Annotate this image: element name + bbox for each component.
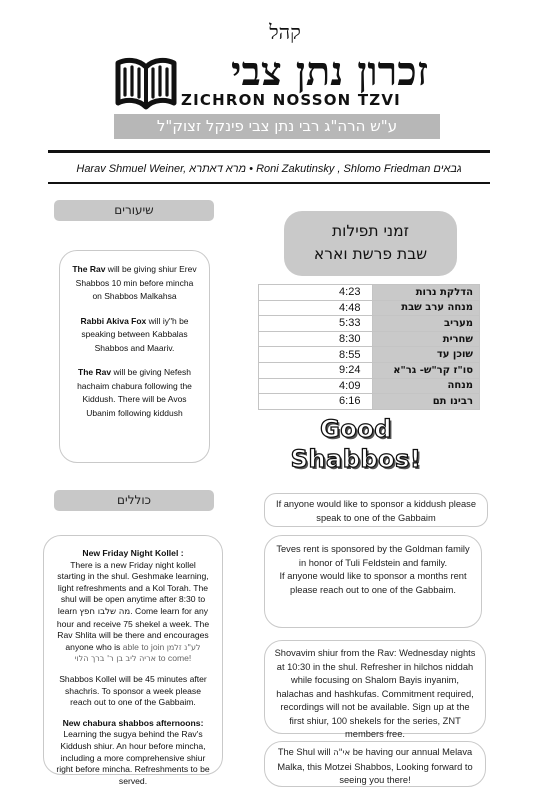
zmanim-table [258,284,480,410]
zmanim-title-line1: זמני תפילות [331,222,410,240]
officials-line: Harav Shmuel Weiner, מרא דאתרא • Roni Zakutinsky , Shlomo Friedman גבאים [76,163,462,175]
zman-time: 4:23 [259,285,373,301]
zman-time: 8:30 [259,331,373,347]
zman-name: שחרית [373,331,480,347]
header-divider-top [48,150,490,153]
kollelim-header: כוללים [54,490,214,511]
open-book-logo-icon [114,55,178,111]
kollelim-box [43,535,223,786]
table-row [259,331,480,347]
congregation-title-hebrew: זכרון נתן צבי [231,48,428,95]
zman-time: 4:09 [259,378,373,394]
congregation-title-english: ZICHRON NOSSON TZVI [181,91,401,109]
friday-dedication: לע"נ זלמן אריה ליב בן ר' ברך הלוי [74,642,201,664]
zman-name: מעריב [373,316,480,332]
friday-kollel-text: There is a new Friday night kollel starting in the shul. Geshmake learning, light refreshments and a Kol Torah. The shul will be open anytime after 8:30 to learn מה שלבו חפץ. Come learn for any hour and receive 75 shekel a week. The Rav Shlita will be there and encourages anyone who is able to join לע"נ זלמן אריה ליב בן ר' ברך הלוי to come! [56,559,210,664]
zman-time: 5:33 [259,316,373,332]
shiurim-box [59,250,210,463]
rent-sponsor-announcement [264,535,482,628]
friday-kollel-title: New Friday Night Kollel : [82,548,184,558]
kehal-label: קהל [269,22,301,44]
good-shabbos-greeting [266,414,446,474]
shovavim-announcement: Shovavim shiur from the Rav: Wednesday nights at 10:30 in the shul. Refresher in hilchos niddah while focusing on Shalom Bayis inyanim, halachas and hashkufas. Commitment required, recordings will not be available. Sign up at the first shiur, 100 shekels for the series, ZNT members free. [264,640,486,734]
kiddush-sponsor-announcement: If anyone would like to sponsor a kiddush please speak to one of the Gabbaim [264,493,488,527]
zman-time: 6:16 [259,394,373,410]
zman-name: סו"ז קר"ש- גר"א [373,362,480,378]
table-row [259,378,480,394]
table-row [259,394,480,410]
table-row [259,316,480,332]
afternoon-chabura-text: Learning the sugya behind the Rav's Kiddush shiur. An hour before mincha, including a more comprehensive shiur right before mincha. Refreshments to be served. [56,729,210,786]
greeting-line1: Good [320,415,392,443]
zman-name: הדלקת נרות [373,285,480,301]
table-row [259,300,480,316]
friday-hebrew-phrase: מה שלבו חפץ [79,606,131,617]
rav-name: Harav Shmuel Weiner [76,163,184,175]
shiur-item: The Rav will be giving Nefesh hachaim chabura following the Kiddush. There will be Avos Ubanim following kiddush [77,367,192,418]
melava-bh: אי"ה [333,748,351,758]
memorial-banner: ע"ש הרה"ג רבי נתן צבי פינקל זצוק"ל [114,114,440,139]
table-row [259,362,480,378]
zman-name: שוכן עד [373,347,480,363]
zman-time: 4:48 [259,300,373,316]
afternoon-chabura-title: New chabura shabbos afternoons: [62,717,204,728]
shiur-item: The Rav will be giving shiur Erev Shabbos 10 min before mincha on Shabbos Malkahsa [72,264,197,301]
shiurim-header: שיעורים [54,200,214,221]
table-row [259,285,480,301]
gabbaim-names: Roni Zakutinsky , Shlomo Friedman [256,163,431,175]
zman-time: 8:55 [259,347,373,363]
zman-name: מנחה [373,378,480,394]
table-row [259,347,480,363]
rent-sponsor-request: If anyone would like to sponsor a months rent please reach out to one of the Gabbaim. [279,571,467,595]
shiur-item: Rabbi Akiva Fox will iy"h be speaking between Kabbalas Shabbos and Maariv. [80,315,189,353]
rent-sponsor-text: Teves rent is sponsored by the Goldman family in honor of Tuli Feldstein and family. [276,544,470,568]
rav-title: מרא דאתרא [189,163,247,175]
zman-name: מנחה ערב שבת [373,300,480,316]
zman-name: רבינו תם [373,394,480,410]
officials-separator: • [249,163,254,175]
shabbos-kollel-text: Shabbos Kollel will be 45 minutes after shachris. To sponsor a week please reach out to one of the Gabbaim. [59,673,207,708]
zmanim-title-line2: שבת פרשת וארא [313,245,428,263]
zmanim-title [284,211,457,276]
greeting-line2: Shabbos! [290,445,422,473]
header-divider-bottom [48,182,490,184]
zman-time: 9:24 [259,362,373,378]
gabbaim-title: גבאים [433,163,462,175]
melava-malka-announcement: The Shul will אי"ה be having our annual Melava Malka, this Motzei Shabbos, Looking forward to seeing you there! [264,741,486,787]
